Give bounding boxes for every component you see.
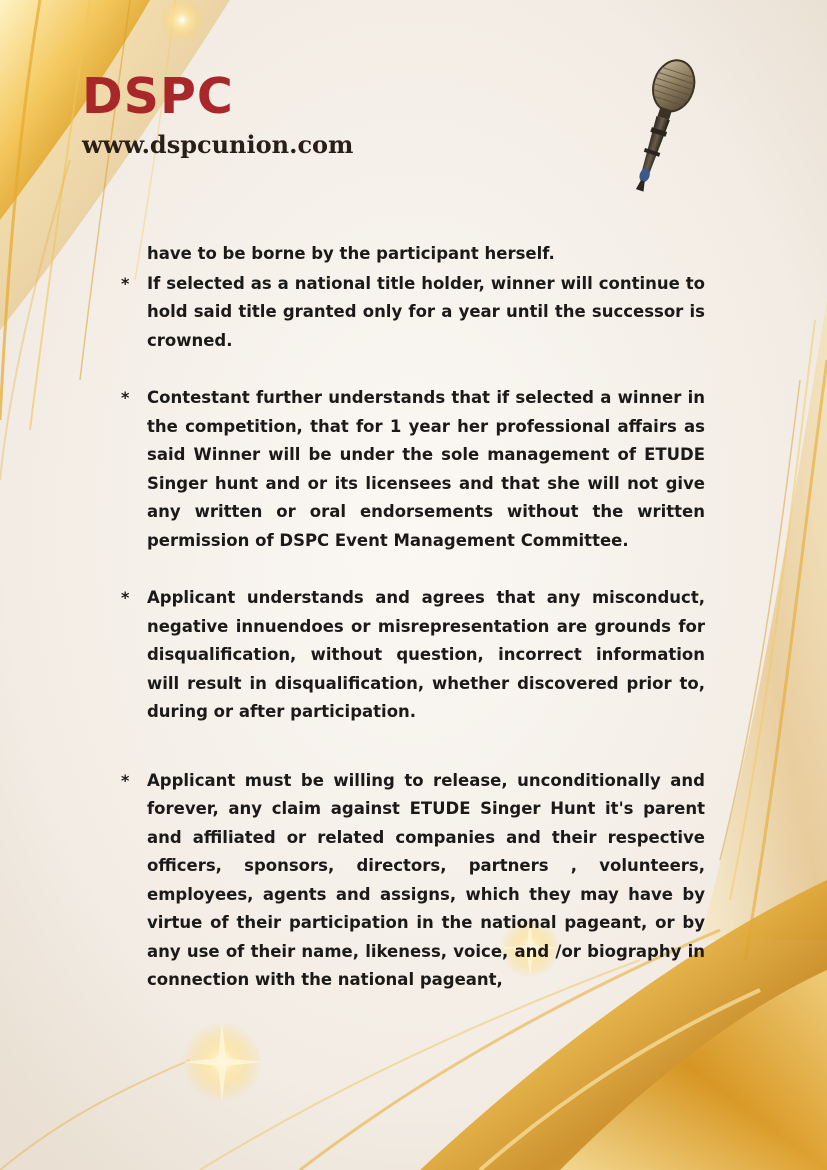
brand-header [82,68,354,159]
brand-name: DSPC [82,68,234,125]
term-item [120,384,705,555]
term-item [120,767,705,995]
term-item [120,270,705,356]
term-text: Contestant further understands that if selected a winner in the competition, that for 1 year her professional affairs as said Winner will be under the sole management of ETUDE Singer hunt and or its licensees and that she will not give any written or oral endorsements without the written permission of DSPC Event Management Committee. [147,388,705,550]
bullet-marker: * [121,588,130,607]
term-item [120,584,705,727]
bullet-marker: * [121,388,130,407]
term-text: Applicant understands and agrees that any misconduct, negative innuendoes or misrepresentation are grounds for disqualification, without question, incorrect information will result in disqualification, whether discovered prior to, during or after participation. [147,588,705,721]
term-text: Applicant must be willing to release, unconditionally and forever, any claim against ETUDE Singer Hunt it's parent and affiliated or related companies and their respective officers, sponsors, directors, partners , volunteers, employees, agents and assigns, which they may have by virtue of their participation in the national pageant, or by any use of their name, likeness, voice, and /or biography in connection with the national pageant, [147,770,705,989]
continuation-text: have to be borne by the participant herself. [147,244,555,263]
website-link[interactable]: www.dspcunion.com [82,130,354,159]
microphone-icon [598,55,708,195]
bullet-marker: * [121,273,130,293]
term-text: If selected as a national title holder, winner will continue to hold said title granted only for a year until the successor is crowned. [147,273,705,350]
bullet-marker: * [121,770,130,790]
terms-content [120,240,705,995]
